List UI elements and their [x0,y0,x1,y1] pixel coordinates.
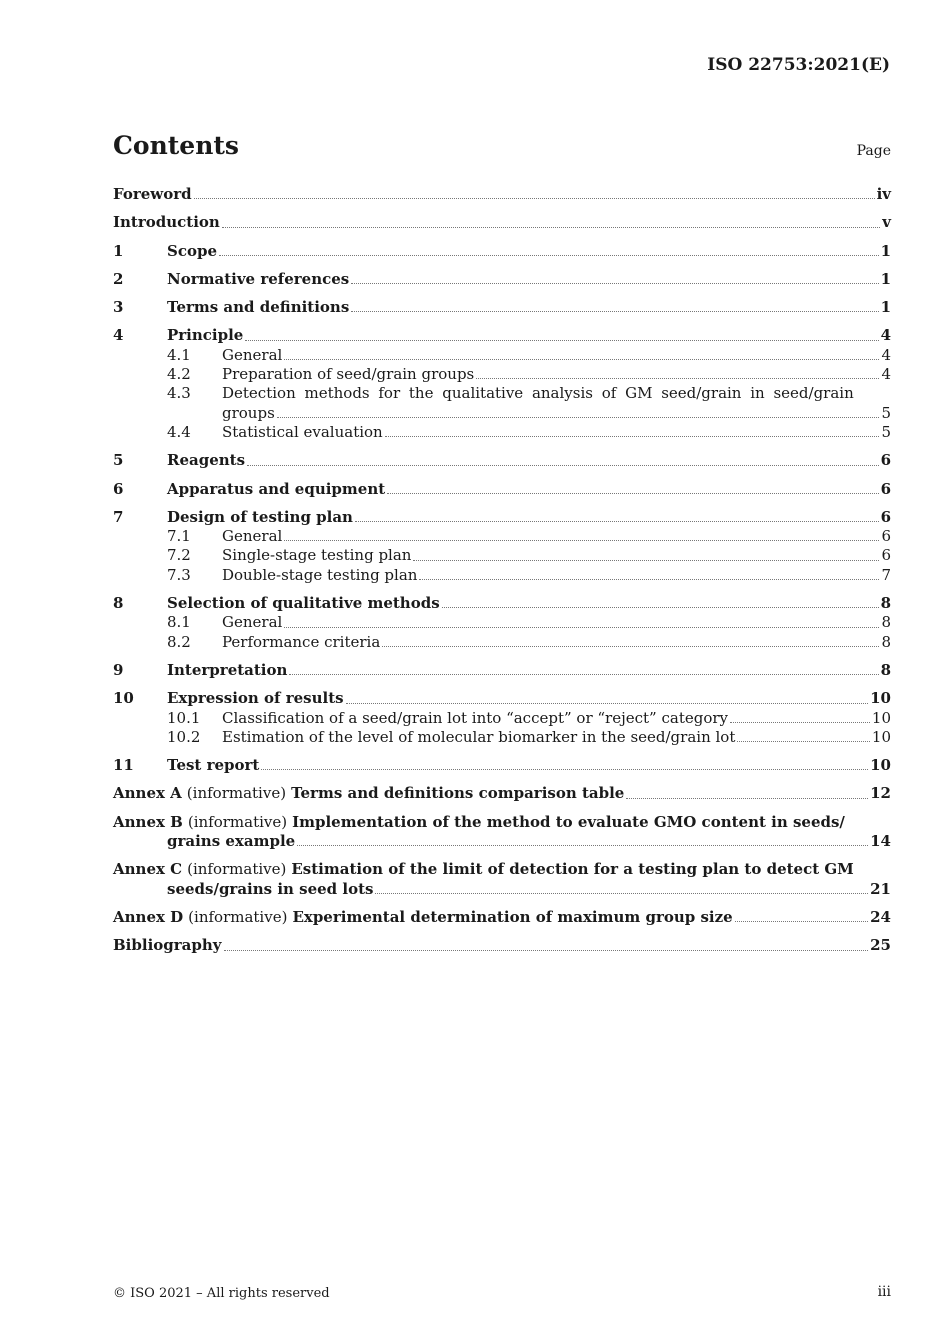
toc-entry-page: 10 [870,689,891,708]
toc-subentry-title: General [222,527,283,546]
page-column-label: Page [856,143,891,159]
annex-informative: (informative) [188,907,288,926]
dot-leader [385,436,880,437]
annex-label: Annex A [113,784,182,803]
toc-subentry-page: 10 [871,727,891,746]
dot-leader [245,340,878,341]
toc-entry-interpretation[interactable] [113,661,891,680]
toc-entry-page: 14 [870,832,891,851]
page-number: iii [877,1284,891,1300]
toc-entry-page: 6 [880,507,891,526]
toc-subentry-number: 8.2 [167,632,191,651]
toc-entry-annex-d[interactable] [113,908,891,927]
toc-subentry-page: 5 [881,422,891,441]
toc-subentry-4-4[interactable] [113,423,891,442]
toc-entry-title: Introduction [113,213,220,232]
dot-leader [247,465,879,466]
toc-subentry-title: Classification of a seed/grain lot into “accept” or “reject” category [222,708,729,727]
toc-subentry-page: 6 [881,546,891,565]
toc-entry-title: Reagents [167,451,246,470]
toc-subentry-7-3[interactable] [113,566,891,585]
annex-label: Annex C [113,860,183,879]
dot-leader [375,893,868,894]
toc-entry-title: Test report [167,756,260,775]
toc-entry-page: 24 [870,907,891,926]
toc-entry-title: Terms and definitions [167,298,350,317]
annex-title: Experimental determination of maximum group size [292,907,733,926]
toc-entry-test-report[interactable] [113,756,891,775]
toc-subentry-number: 4.4 [167,422,191,441]
dot-leader [387,493,878,494]
dot-leader [277,417,880,418]
toc-subentry-page: 8 [881,632,891,651]
dot-leader [284,627,879,628]
toc-subentry-title: General [222,345,283,364]
dot-leader [442,607,879,608]
toc-subentry-number: 10.1 [167,708,201,727]
toc-subentry-10-2[interactable] [113,728,891,747]
toc-subentry-page: 6 [881,527,891,546]
dot-leader [476,378,879,379]
toc-entry-annex-a[interactable] [113,784,891,803]
toc-subentry-7-2[interactable] [113,546,891,565]
dot-leader [737,741,870,742]
copyright-notice: © ISO 2021 – All rights reserved [113,1286,330,1301]
dot-leader [222,227,880,228]
toc-subentry-number: 4.2 [167,365,191,384]
dot-leader [355,521,879,522]
toc-subentry-title: Double-stage testing plan [222,565,418,584]
toc-subentry-page: 4 [881,345,891,364]
dot-leader [284,359,879,360]
dot-leader [382,646,879,647]
toc-subentry-number: 7.1 [167,527,191,546]
toc-entry-scope[interactable] [113,242,891,261]
dot-leader [346,703,869,704]
toc-subentry-page: 5 [881,403,891,422]
dot-leader [351,311,878,312]
toc-subentry-title: Preparation of seed/grain groups [222,365,475,384]
table-of-contents [113,185,891,956]
toc-subentry-number: 10.2 [167,727,201,746]
toc-subentry-title: Performance criteria [222,632,381,651]
toc-entry-page: 1 [880,241,891,260]
toc-entry-title: Apparatus and equipment [167,479,386,498]
toc-entry-page: 10 [870,756,891,775]
toc-subentry-10-1[interactable] [113,709,891,728]
toc-entry-reagents[interactable] [113,451,891,470]
dot-leader [735,921,868,922]
toc-entry-title: Bibliography [113,936,222,955]
annex-label: Annex B [113,812,183,831]
toc-entry-introduction[interactable] [113,213,891,232]
dot-leader [730,722,870,723]
toc-entry-expression-results[interactable] [113,689,891,747]
toc-entry-title: Scope [167,241,218,260]
toc-subentry-number: 7.2 [167,546,191,565]
toc-entry-page: iv [876,185,891,203]
annex-title: Terms and definitions comparison table [291,784,625,803]
toc-entry-number: 6 [113,479,124,498]
toc-entry-annex-b[interactable] [113,813,891,852]
toc-entry-number: 8 [113,594,124,613]
toc-entry-title: Normative references [167,269,350,288]
toc-entry-apparatus[interactable] [113,480,891,499]
toc-entry-normative-references[interactable] [113,270,891,289]
document-id: ISO 22753:2021(E) [707,55,890,75]
toc-entry-page: 6 [880,479,891,498]
toc-entry-page: 25 [870,936,891,955]
annex-informative: (informative) [187,860,287,879]
dot-leader [219,255,879,256]
dot-leader [419,579,879,580]
toc-entry-terms-definitions[interactable] [113,298,891,317]
dot-leader [351,283,878,284]
toc-subentry-page: 10 [871,708,891,727]
toc-subentry-title: Statistical evaluation [222,422,383,441]
dot-leader [289,674,878,675]
toc-subentry-page: 4 [881,365,891,384]
toc-entry-qualitative-methods[interactable] [113,594,891,652]
dot-leader [297,845,868,846]
toc-subentry-number: 4.1 [167,345,191,364]
toc-entry-number: 9 [113,660,124,679]
toc-entry-page: 12 [870,784,891,803]
toc-subentry-title-line2: groups [222,403,275,422]
toc-entry-title: Principle [167,326,244,345]
toc-entry-number: 4 [113,326,124,345]
toc-entry-annex-c[interactable] [113,860,891,899]
toc-entry-number: 3 [113,298,124,317]
toc-entry-title: Foreword [113,185,192,203]
toc-entry-title: Selection of qualitative methods [167,594,440,613]
page-title: Contents [113,131,240,160]
toc-entry-number: 1 [113,241,124,260]
toc-subentry-8-1[interactable] [113,613,891,632]
dot-leader [413,560,879,561]
toc-entry-bibliography[interactable] [113,936,891,955]
toc-entry-page: 8 [880,660,891,679]
annex-title-line2: seeds/grains in seed lots [167,879,374,898]
toc-subentry-title-line1: Detection methods for the qualitative analysis of GM seed/grain in seed/grain [222,384,854,403]
toc-subentry-title: Estimation of the level of molecular biomarker in the seed/grain lot [222,727,736,746]
toc-entry-foreword[interactable] [113,185,891,204]
toc-entry-number: 11 [113,756,134,775]
toc-subentry-7-1[interactable] [113,527,891,546]
toc-subentry-4-2[interactable] [113,365,891,384]
annex-title-line1: Estimation of the limit of detection for a testing plan to detect GM [291,860,854,879]
toc-entry-page: 4 [880,326,891,345]
dot-leader [194,198,875,199]
toc-entry-page: 1 [880,298,891,317]
toc-entry-title: Design of testing plan [167,507,353,526]
annex-informative: (informative) [187,812,288,831]
toc-entry-page: 6 [880,451,891,470]
toc-entry-page: 8 [880,594,891,613]
toc-subentry-number: 7.3 [167,565,191,584]
toc-entry-number: 5 [113,451,124,470]
toc-entry-title: Interpretation [167,660,288,679]
toc-subentry-page: 7 [881,565,891,584]
toc-subentry-title: General [222,613,283,632]
annex-title-line1: Implementation of the method to evaluate GMO content in seeds/ [292,812,845,831]
toc-entry-number: 7 [113,507,124,526]
toc-entry-number: 2 [113,269,124,288]
toc-entry-title: Expression of results [167,689,344,708]
toc-subentry-title: Single-stage testing plan [222,546,412,565]
dot-leader [261,769,868,770]
toc-subentry-4-3[interactable] [113,384,891,423]
toc-subentry-8-2[interactable] [113,633,891,652]
toc-entry-testing-plan[interactable] [113,508,891,585]
toc-entry-page: v [882,213,891,232]
toc-entry-number: 10 [113,689,134,708]
toc-subentry-page: 8 [881,613,891,632]
toc-entry-principle[interactable] [113,326,891,442]
toc-entry-page: 1 [880,269,891,288]
annex-informative: (informative) [186,784,287,803]
toc-subentry-number: 8.1 [167,613,191,632]
toc-entry-page: 21 [870,879,891,898]
dot-leader [224,950,869,951]
annex-title-line2: grains example [167,832,296,851]
dot-leader [284,540,879,541]
dot-leader [626,798,868,799]
annex-label: Annex D [113,907,184,926]
toc-subentry-number: 4.3 [167,384,191,403]
toc-subentry-4-1[interactable] [113,346,891,365]
